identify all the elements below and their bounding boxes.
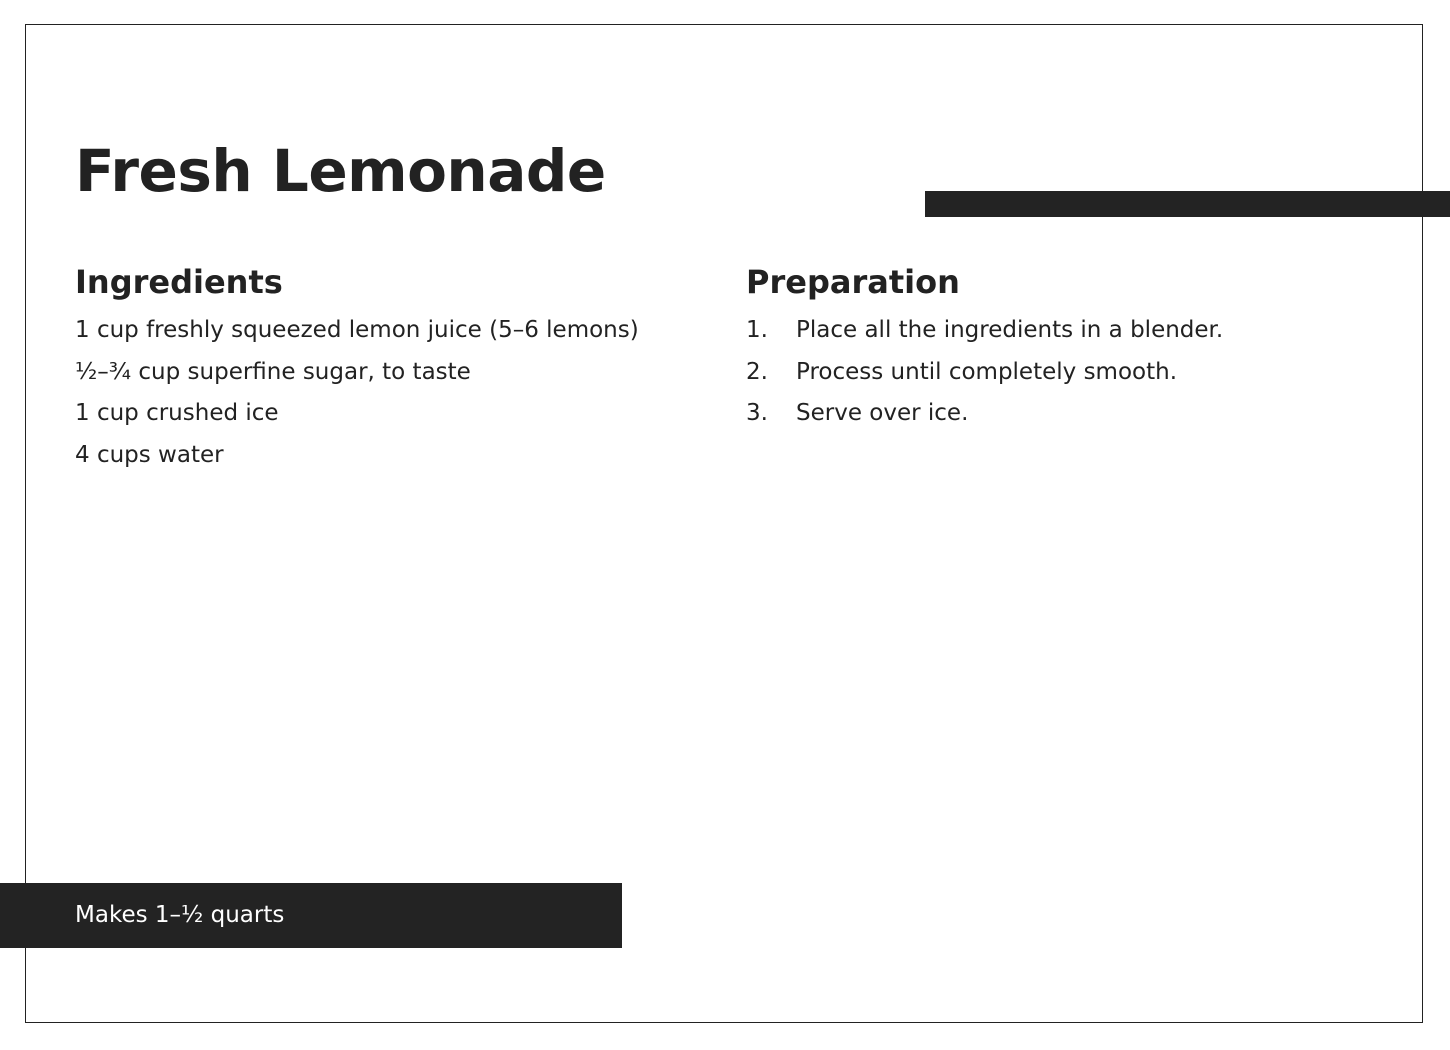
recipe-title: Fresh Lemonade <box>75 137 606 205</box>
ingredients-heading: Ingredients <box>75 263 283 301</box>
step-text: Process until completely smooth. <box>796 358 1178 385</box>
preparation-step <box>746 310 1386 352</box>
ingredient-item: 4 cups water <box>75 441 224 468</box>
step-number: 2. <box>746 358 768 385</box>
step-text: Place all the ingredients in a blender. <box>796 317 1224 343</box>
ingredient-item: ½–¾ cup superfine sugar, to taste <box>75 358 471 385</box>
step-text: Serve over ice. <box>796 400 969 426</box>
title-accent-bar <box>925 191 1450 217</box>
preparation-section <box>746 262 1386 435</box>
ingredients-list <box>75 310 695 476</box>
preparation-step <box>746 352 1386 394</box>
ingredient-item: 1 cup freshly squeezed lemon juice (5–6 lemons) <box>75 317 639 343</box>
preparation-steps <box>746 310 1386 435</box>
preparation-heading: Preparation <box>746 263 960 301</box>
preparation-step <box>746 393 1386 435</box>
step-number: 3. <box>746 400 768 426</box>
ingredients-section <box>75 262 695 476</box>
step-number: 1. <box>746 317 768 343</box>
ingredient-item: 1 cup crushed ice <box>75 400 279 426</box>
yield-text: Makes 1–½ quarts <box>75 902 285 928</box>
yield-banner <box>0 883 622 948</box>
